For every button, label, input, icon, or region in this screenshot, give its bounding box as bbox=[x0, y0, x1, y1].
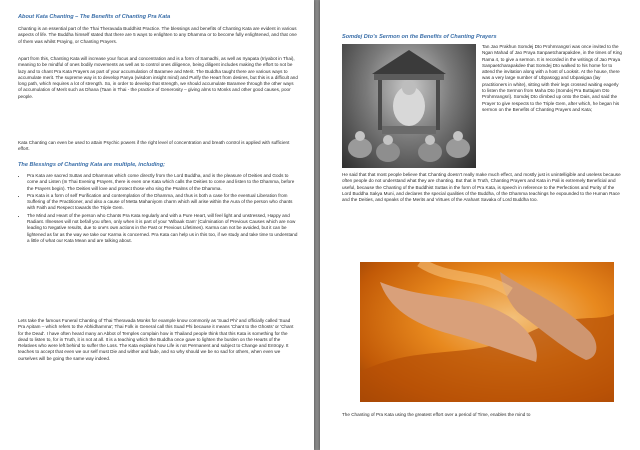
bottom-text: The Chanting of Pra Kata using the greatest effort over a period of Time, enables the mind to bbox=[342, 412, 531, 417]
monks-ceremony-illustration bbox=[342, 44, 476, 168]
sermon-heading: Somdej Dto's Sermon on the Benefits of Chanting Prayers bbox=[342, 34, 497, 40]
funeral-chanting-paragraph: Lets take the famous Funeral Chanting of Thai Theravada Monks for example know commonly as 'Suad Phi' and officially called 'Suad Pra Apitam – which refers to the Abhidhamma'; Thai Folk in General call this Suad Phi because it means 'Chant to the Ghosts' or 'Chant for the Dead'. I have often heard many an Abbot of Temples complain how in Thailand people think that this Kata is something for the dead to listen to, for in Truth, it is not at all. It is a teaching which the Buddha once gave to lighten the burden on the Hearts of the Relatives who were left behind to suffer the Loss. The Kata explains how Life is not Permanent and subject to Change and Entropy. It teaches to accept that even we our self must Die and wither and fade, and so why should we be so sad for others, when even we ourselves will be going the same way indeed. bbox=[18, 318, 294, 361]
monk-hands-photo bbox=[360, 262, 614, 402]
intro-paragraph: Chanting is an essential part of the Thai Theravada Buddhist Practice. The blessings and benefits of Chanting Kata are evident in various aspects of life. The Buddha himself stated that there are 5 ways to enlighten to any Dhamma or to become fully enlightened, and that one of them was whilst Praying, or Chanting Prayers. bbox=[18, 26, 297, 44]
monk-hands-illustration bbox=[360, 262, 614, 402]
blessings-list bbox=[18, 173, 299, 245]
right-page bbox=[320, 0, 640, 450]
list-item: • The Mind and Heart of the person who Chants Pra Kata regularly and with a Pure Heart, will feel light and unstressed, Happy and Radiant. Illnesses will not befall you often, only when it is part of your 'Wibaak Gam' (Culmination of Previous Causes which are now leading to Negative results, due to one's own actions in the Past or Previous Lifetimes). Karma can not be avoided, but it can be lightened as far as the way we take our Karma is concerned. Pra Kata can help us in this too, if we study and take time to understand a little of what our Kata Mean and are talking about. bbox=[27, 213, 299, 244]
sermon-intro-text: Tan Jao Prakhun Somdej Dto Prohmrangsri was once invited to the Ngan Mahad of Jao Praya Sanpaetcharapakdee, in the times of King Rama 4, to give a sermon. It is recorded in the writings of Jao Praya Sanpaetcharapakdee that Somdej Dto walked to his home for to attend the invitation along with a host of Looksit. At the house, there was a very large number of Ubpasogg and Ubpasigaa (lay practitioners in white), sitting with their legs crossed waiting eagerly to listen the Sermon from Maha Dto (Somdej Pra Buttajarn Dto Prohmrangsri). Somdej Dto climbed up onto the Dais, and said the Prayer to give respects to the Triple Gem, after which, he began his sermon on the Benefits of Chanting Prayers and Kata; bbox=[482, 44, 622, 112]
list-item: • Pra Kata are sacred Suttas and Dhammas which come directly from the Lord Buddha, and is the pleasure of Deities and Gods to come and Listen (In Thai Evening Prayers, there is even one Kata which calls the Deities to come and listen to the Dhamma, before the Prayers begin). The Deities will love and protect those who sing the Psalms of the Dhamma. bbox=[27, 173, 299, 192]
sermon-body-text: He said that that most people believe that Chanting doesn't really make much effect, and mostly just is unintelligible and useless because often people do not understand what they are chanting. But that in Truth, Chanting Prayers and Kata in Pali is extremely Beneficial and useful, because the Chanting of the Buddhist Suttas in the form of Pra Kata, is speech in reference to the Perfections and Purity of the Lord Buddha Sakya Muni, and declares the special qualities of the Buddha, of the Dhamma teachings he expounded to the Human Race and the Deities, and speaks of the Merits and Virtues of the Arahant Savaka of Lord Buddha too. bbox=[342, 172, 621, 203]
samadhi-paragraph: Apart from this, Chanting Kata will increase your focus and concentration and is a form of Samadhi, as well as Iryapata (Iriyabot in Thai), meaning to be mindful of ones bodily movements as well as to control ones diligence, being diligent includes making the effort to not be lazy and to chant Pra Kata Prayers as part of your accumulation of Baramee and Merit. The Buddha taught there are various ways to accumulate merit. The supreme way is to develop Panya (wisdom insight mind) and Purify the Heart from desires, but this is a difficult and long path, which requires a lot of strength. So, in order to develop that strength, we should accumulate Baramee through the other ways of accumulation of Merit such as Dhana (Taan in Thai - the practice of Generosity – giving alms to Monks and other good causes, poor people. bbox=[18, 56, 298, 99]
about-heading: About Kata Chanting – The Benefits of Chanting Pra Kata bbox=[18, 14, 171, 20]
monks-ceremony-photo bbox=[342, 44, 476, 168]
blessings-heading: The Blessings of Chanting Kata are multiple, including; bbox=[18, 162, 166, 168]
left-page bbox=[0, 0, 314, 450]
psychic-paragraph: Kata Chanting can even be used to attain Psychic powers if the right level of concentration and breath control is applied with sufficient effort. bbox=[18, 140, 290, 152]
list-item: • Pra Kata is a form of self Purification and contemplation of the Dhamma, and thus is both a case for the eventual Liberation from Suffering of the Practitioner, and also a cause of Metta Mahaniyom charm which will arise within the Aura of the person who chants with Faith and Respect towards the Triple Gem. bbox=[27, 193, 299, 212]
